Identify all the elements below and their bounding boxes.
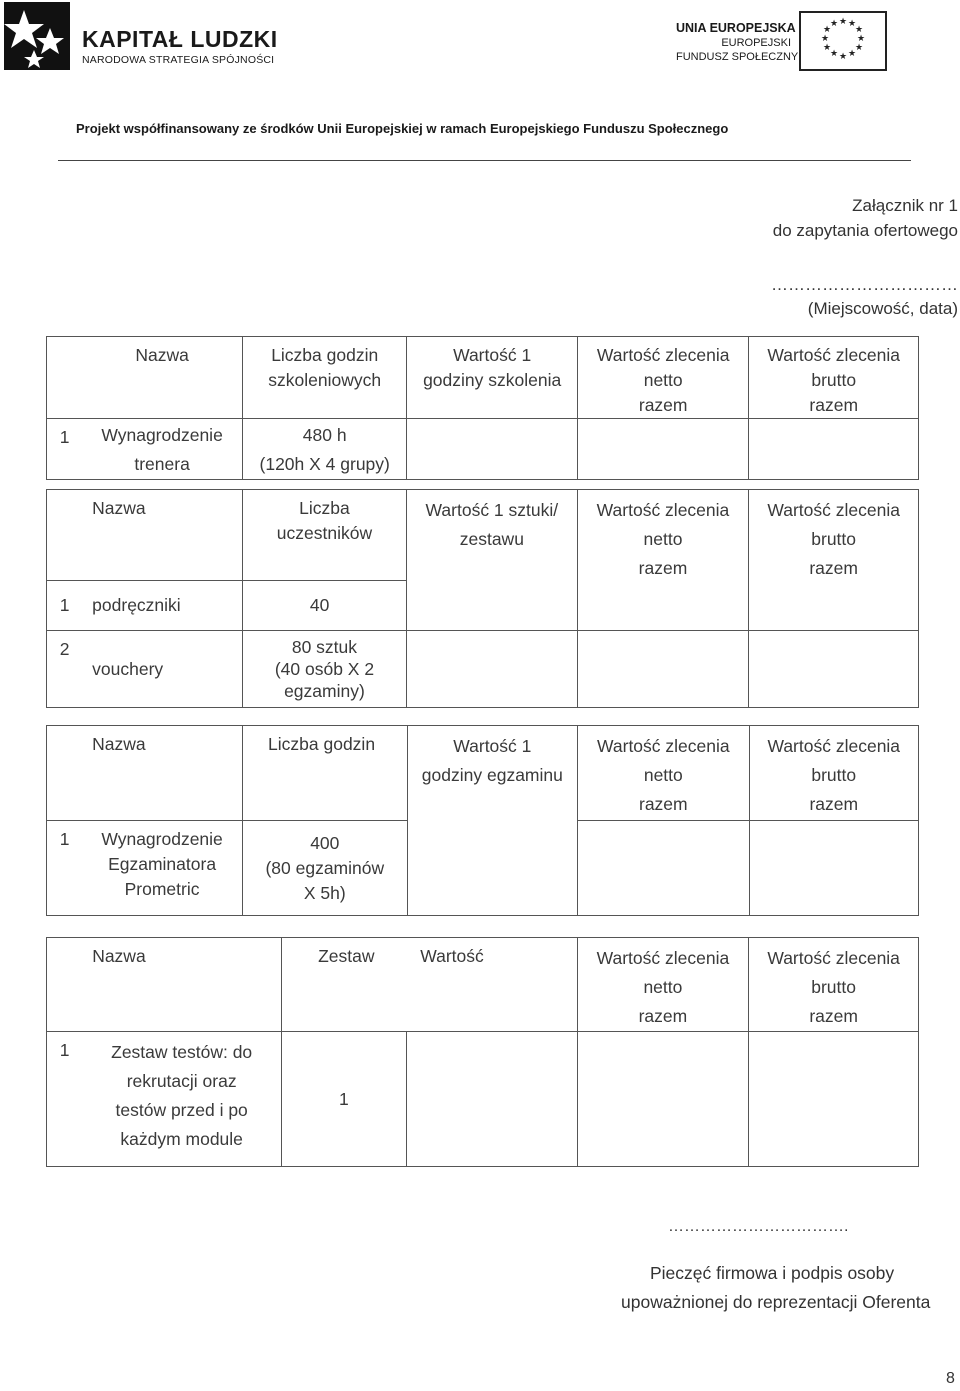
row-net-cell[interactable] <box>578 821 749 916</box>
row-number: 1 <box>47 581 83 631</box>
svg-text:★: ★ <box>822 25 832 35</box>
row-name: vouchery <box>82 631 242 708</box>
row-net-cell[interactable] <box>577 1032 749 1167</box>
table-row <box>47 1032 919 1167</box>
signature-dots: ……………………………. <box>668 1218 849 1235</box>
row-number: 1 <box>47 821 83 916</box>
row-count: 80 sztuk (40 osób X 2 egzaminy) <box>242 631 406 708</box>
eu-flag-logo <box>799 11 887 71</box>
row-net-cell[interactable] <box>577 419 748 480</box>
col-gross-header: Wartość zlecenia brutto razem <box>749 490 919 631</box>
row-unit-value-cell[interactable] <box>407 419 578 480</box>
row-name: Wynagrodzenie trenera <box>82 419 242 480</box>
attachment-reference: do zapytania ofertowego <box>772 221 958 240</box>
eu-label-line2: EUROPEJSKI <box>721 37 791 49</box>
col-name-header: Nazwa <box>82 337 242 419</box>
col-unit-value-header: Wartość 1 sztuki/ zestawu <box>407 490 578 631</box>
trainer-table <box>46 336 919 480</box>
col-hours-header: Liczba godzin <box>243 726 408 821</box>
col-net-header: Wartość zlecenia netto razem <box>578 726 749 821</box>
svg-text:★: ★ <box>820 34 830 44</box>
eu-label-line3: FUNDUSZ SPOŁECZNY <box>676 51 799 63</box>
col-net-header: Wartość zlecenia netto razem <box>577 337 748 419</box>
row-number: 1 <box>47 419 83 480</box>
eu-stars-icon <box>801 13 885 69</box>
attachment-number: Załącznik nr 1 <box>852 196 958 215</box>
col-unit-value-header: Wartość 1 godziny szkolenia <box>407 337 578 419</box>
col-participants-header: Liczba uczestników <box>242 490 406 581</box>
svg-text:★: ★ <box>829 19 839 29</box>
kapital-ludzki-title: KAPITAŁ LUDZKI <box>82 26 278 52</box>
table-row <box>47 631 919 708</box>
signature-label-line2: upoważnionej do reprezentacji Oferenta <box>621 1292 931 1312</box>
kapital-ludzki-subtitle: NARODOWA STRATEGIA SPÓJNOŚCI <box>82 54 275 66</box>
col-hours-header: Liczba godzin szkoleniowych <box>243 337 407 419</box>
examiner-table <box>46 725 919 916</box>
row-hours: 480 h (120h X 4 grupy) <box>243 419 407 480</box>
col-net-header: Wartość zlecenia netto razem <box>577 938 749 1032</box>
table-row <box>47 419 919 480</box>
row-count: 40 <box>242 581 406 631</box>
col-unit-value-header: Wartość 1 godziny egzaminu <box>407 726 578 916</box>
svg-text:★: ★ <box>847 19 857 29</box>
row-gross-cell[interactable] <box>749 419 919 480</box>
col-net-header: Wartość zlecenia netto razem <box>577 490 749 631</box>
svg-text:★: ★ <box>822 43 832 53</box>
row-name: Wynagrodzenie Egzaminatora Prometric <box>82 821 242 916</box>
row-net-cell[interactable] <box>577 631 749 708</box>
col-gross-header: Wartość zlecenia brutto razem <box>749 337 919 419</box>
header-divider <box>58 160 911 161</box>
svg-text:★: ★ <box>854 25 864 35</box>
col-gross-header: Wartość zlecenia brutto razem <box>749 938 919 1032</box>
col-set-header: Zestaw <box>282 938 407 1032</box>
row-value-cell[interactable] <box>406 1032 577 1167</box>
col-gross-header: Wartość zlecenia brutto razem <box>749 726 918 821</box>
row-gross-cell[interactable] <box>749 821 918 916</box>
svg-text:★: ★ <box>854 43 864 53</box>
svg-text:★: ★ <box>838 52 848 62</box>
row-number: 2 <box>47 631 83 708</box>
row-gross-cell[interactable] <box>749 1032 919 1167</box>
row-count: 1 <box>282 1032 407 1167</box>
place-date-dots: …………………………… <box>771 275 958 294</box>
col-value-header: Wartość <box>406 938 577 1032</box>
svg-text:★: ★ <box>838 17 848 27</box>
page-number: 8 <box>946 1370 955 1387</box>
signature-label-line1: Pieczęć firmowa i podpis osoby <box>650 1263 895 1283</box>
row-number: 1 <box>47 1032 83 1167</box>
svg-text:★: ★ <box>847 49 857 59</box>
materials-table <box>46 489 919 708</box>
row-gross-cell[interactable] <box>749 631 919 708</box>
svg-text:★: ★ <box>829 49 839 59</box>
test-set-table <box>46 937 919 1167</box>
col-name-header: Nazwa <box>82 490 242 581</box>
kapital-ludzki-logo <box>4 2 70 70</box>
col-name-header: Nazwa <box>82 726 242 821</box>
svg-text:★: ★ <box>856 34 866 44</box>
col-name-header: Nazwa <box>82 938 281 1032</box>
star-logo-icon <box>4 2 70 70</box>
row-name: Zestaw testów: do rekrutacji oraz testów przed i po każdym module <box>82 1032 281 1167</box>
row-name: podręczniki <box>82 581 242 631</box>
project-cofinancing-note: Projekt współfinansowany ze środków Unii Europejskiej w ramach Europejskiego Funduszu Społecznego <box>76 121 729 136</box>
row-unit-value-cell[interactable] <box>407 631 578 708</box>
place-date-label: (Miejscowość, data) <box>807 299 958 318</box>
eu-label-line1: UNIA EUROPEJSKA <box>676 21 796 35</box>
row-hours: 400 (80 egzaminów X 5h) <box>243 821 408 916</box>
